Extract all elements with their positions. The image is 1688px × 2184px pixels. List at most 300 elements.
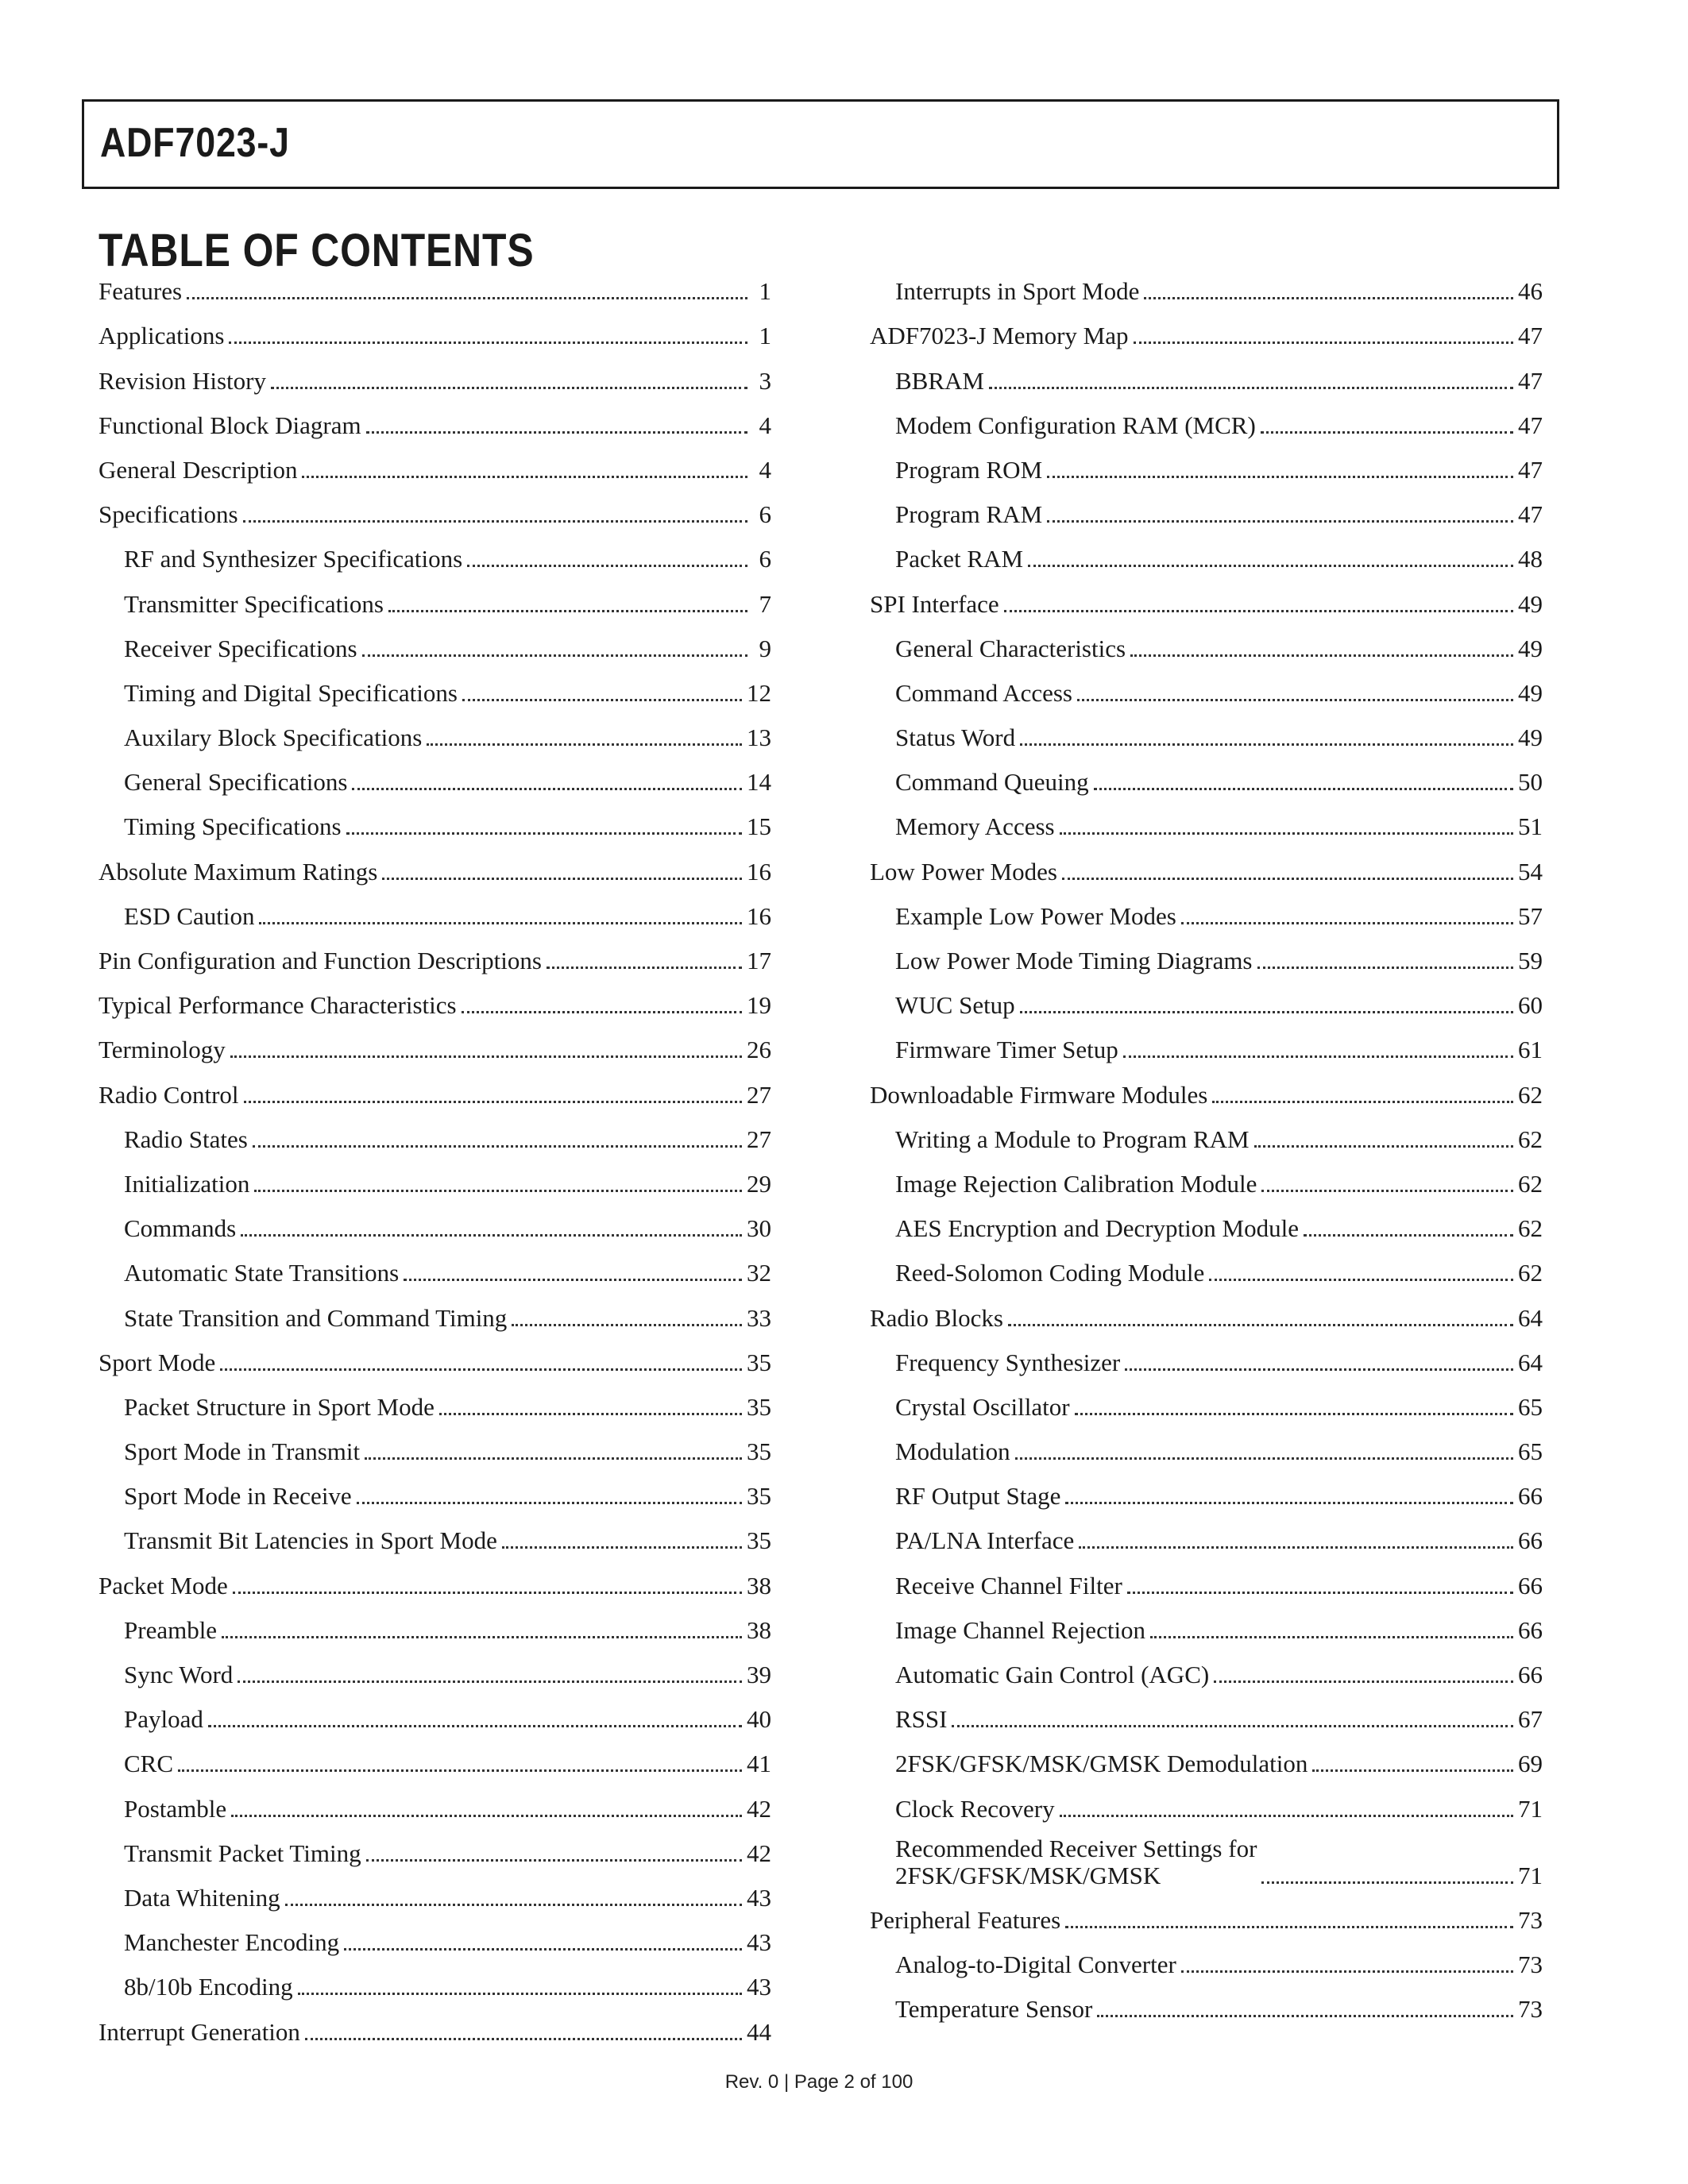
toc-entry[interactable] — [870, 1698, 1543, 1742]
toc-entry[interactable] — [98, 1430, 771, 1475]
toc-entry-label: Clock Recovery — [895, 1794, 1055, 1823]
toc-entry-label: Transmitter Specifications — [124, 589, 384, 618]
toc-entry[interactable] — [870, 1341, 1543, 1386]
toc-entry[interactable] — [870, 1296, 1543, 1341]
toc-entry-label: Sync Word — [124, 1661, 234, 1688]
toc-entry-page: 3 — [759, 366, 771, 395]
toc-entry[interactable] — [98, 1832, 771, 1877]
toc-entry-label: Sport Mode — [98, 1348, 216, 1376]
toc-entry-page: 62 — [1518, 1080, 1543, 1109]
toc-entry-label: Low Power Mode Timing Diagrams — [895, 947, 1253, 974]
dot-leader — [1065, 1926, 1513, 1928]
dot-leader — [952, 1725, 1513, 1727]
toc-entry-label: Commands — [124, 1214, 237, 1243]
part-number: ADF7023-J — [100, 120, 290, 166]
toc-entry-label: CRC — [124, 1750, 174, 1778]
toc-entry-label: Preamble — [124, 1615, 218, 1644]
toc-entry-page: 42 — [747, 1794, 771, 1823]
toc-entry[interactable] — [870, 1252, 1543, 1296]
toc-entry-page: 67 — [1518, 1705, 1543, 1734]
dot-leader — [231, 1815, 742, 1817]
dot-leader — [285, 1904, 742, 1906]
toc-entry-page: 65 — [1518, 1392, 1543, 1421]
toc-entry-label: Program RAM — [895, 500, 1043, 529]
toc-entry[interactable] — [98, 716, 771, 761]
toc-entry-label: Revision History — [98, 366, 266, 395]
toc-entry-label: Sport Mode in Receive — [124, 1482, 352, 1511]
toc-entry-page: 1 — [759, 322, 771, 350]
header-box — [82, 99, 1559, 189]
toc-entry-label: Terminology — [98, 1036, 226, 1064]
dot-leader — [1028, 565, 1513, 567]
toc-entry-label: Command Queuing — [895, 768, 1089, 797]
dot-leader — [208, 1725, 742, 1727]
toc-entry[interactable] — [98, 1519, 771, 1564]
toc-entry[interactable] — [870, 1430, 1543, 1475]
toc-entry-page: 48 — [1518, 545, 1543, 573]
toc-entry-label: RF and Synthesizer Specifications — [124, 545, 463, 573]
toc-entry[interactable] — [98, 761, 771, 805]
toc-entry-page: 62 — [1518, 1259, 1543, 1287]
dot-leader — [512, 1324, 742, 1326]
dot-leader — [230, 1055, 742, 1058]
toc-entry[interactable] — [98, 1564, 771, 1608]
toc-entry-label: Writing a Module to Program RAM — [895, 1125, 1250, 1153]
toc-entry-label: Receiver Specifications — [124, 634, 357, 662]
toc-entry[interactable] — [870, 1475, 1543, 1519]
toc-entry-page: 47 — [1518, 455, 1543, 484]
dot-leader — [1130, 654, 1513, 657]
dot-leader — [1004, 610, 1513, 612]
toc-entry-label: Command Access — [895, 678, 1072, 707]
dot-leader — [244, 1101, 742, 1103]
toc-entry-label: AES Encryption and Decryption Module — [895, 1214, 1299, 1243]
dot-leader — [547, 967, 742, 969]
dot-leader — [1020, 1011, 1513, 1013]
dot-leader — [254, 1190, 742, 1192]
toc-entry-page: 47 — [1518, 366, 1543, 395]
toc-entry-label: Packet Mode — [98, 1571, 228, 1599]
toc-entry-page: 64 — [1518, 1348, 1543, 1376]
toc-entry-page: 71 — [1518, 1861, 1543, 1889]
toc-entry-page: 35 — [747, 1392, 771, 1421]
toc-entry-label: General Specifications — [124, 768, 348, 797]
toc-entry[interactable] — [870, 1207, 1543, 1252]
toc-entry-label: Postamble — [124, 1794, 227, 1823]
dot-leader — [1125, 1368, 1513, 1371]
toc-entry-page: 49 — [1518, 723, 1543, 752]
dot-leader — [1312, 1769, 1513, 1772]
toc-entry-page: 38 — [747, 1571, 771, 1599]
toc-entry-label: Payload — [124, 1705, 203, 1734]
dot-leader — [241, 1234, 742, 1237]
toc-entry[interactable] — [98, 1341, 771, 1386]
toc-entry[interactable] — [870, 627, 1543, 672]
dot-leader — [238, 1680, 742, 1683]
toc-entry-label: Automatic Gain Control (AGC) — [895, 1661, 1210, 1688]
toc-entry-page: 54 — [1518, 857, 1543, 886]
dot-leader — [271, 387, 747, 389]
toc-entry-page: 35 — [747, 1348, 771, 1376]
toc-entry-page: 73 — [1518, 1905, 1543, 1934]
toc-left-column — [98, 270, 771, 2055]
toc-entry-label: Low Power Modes — [870, 857, 1057, 886]
toc-entry[interactable] — [870, 895, 1543, 940]
toc-entry[interactable] — [98, 493, 771, 538]
dot-leader — [1127, 1592, 1513, 1594]
toc-entry[interactable] — [98, 1698, 771, 1742]
toc-entry-page: 16 — [747, 857, 771, 886]
toc-entry[interactable] — [98, 1252, 771, 1296]
dot-leader — [1015, 1457, 1513, 1460]
toc-entry-page: 32 — [747, 1259, 771, 1287]
toc-entry-label: Manchester Encoding — [124, 1928, 340, 1957]
toc-entry[interactable] — [98, 805, 771, 850]
toc-entry-label: Packet Structure in Sport Mode — [124, 1392, 435, 1421]
toc-entry[interactable] — [98, 314, 771, 359]
dot-leader — [1079, 1546, 1513, 1549]
toc-entry[interactable] — [870, 761, 1543, 805]
toc-entry[interactable] — [98, 1966, 771, 2010]
dot-leader — [344, 1948, 742, 1951]
dot-leader — [1062, 878, 1513, 880]
toc-entry-label: Specifications — [98, 500, 238, 529]
toc-entry-label: Memory Access — [895, 812, 1055, 841]
toc-entry-label: Radio Blocks — [870, 1303, 1003, 1332]
toc-entry-page: 61 — [1518, 1036, 1543, 1064]
toc-entry-label: Initialization — [124, 1169, 250, 1198]
toc-entry[interactable] — [870, 1519, 1543, 1564]
toc-entry[interactable] — [98, 984, 771, 1028]
toc-entry-label: Pin Configuration and Function Descriptions — [98, 947, 542, 974]
toc-entry-label: Transmit Bit Latencies in Sport Mode — [124, 1526, 497, 1555]
toc-entry-page: 12 — [747, 678, 771, 707]
toc-entry-page: 38 — [747, 1615, 771, 1644]
toc-entry-label: Interrupt Generation — [98, 2017, 300, 2046]
toc-entry-page: 66 — [1518, 1661, 1543, 1688]
toc-entry-label: Transmit Packet Timing — [124, 1839, 361, 1867]
dot-leader — [1254, 1145, 1513, 1148]
toc-entry-label: General Description — [98, 455, 298, 484]
toc-entry[interactable] — [870, 270, 1543, 314]
toc-entry[interactable] — [870, 1386, 1543, 1430]
toc-entry-page: 47 — [1518, 500, 1543, 529]
toc-entry[interactable] — [870, 449, 1543, 493]
toc-entry[interactable] — [98, 449, 771, 493]
toc-entry-label: Radio Control — [98, 1080, 239, 1109]
toc-entry[interactable] — [870, 314, 1543, 359]
toc-entry[interactable] — [98, 1296, 771, 1341]
toc-entry[interactable] — [98, 404, 771, 449]
dot-leader — [305, 2038, 742, 2040]
dot-leader — [366, 431, 747, 434]
toc-entry[interactable] — [98, 1073, 771, 1117]
dot-leader — [1144, 297, 1513, 299]
toc-entry-page: 73 — [1518, 1950, 1543, 1978]
dot-leader — [1209, 1279, 1513, 1281]
toc-entry[interactable] — [98, 1163, 771, 1207]
toc-entry-page: 46 — [1518, 277, 1543, 306]
toc-entry[interactable] — [98, 1475, 771, 1519]
toc-title: TABLE OF CONTENTS — [98, 225, 535, 276]
toc-entry-page: 43 — [747, 1883, 771, 1912]
toc-entry-page: 62 — [1518, 1169, 1543, 1198]
dot-leader — [1304, 1234, 1513, 1237]
toc-entry-label: Status Word — [895, 723, 1016, 752]
toc-entry-page: 16 — [747, 901, 771, 930]
toc-entry[interactable] — [98, 1609, 771, 1653]
toc-entry[interactable] — [870, 404, 1543, 449]
dot-leader — [1212, 1101, 1513, 1103]
dot-leader — [989, 387, 1513, 389]
dot-leader — [298, 1993, 742, 1995]
dot-leader — [1150, 1636, 1513, 1638]
dot-leader — [1047, 520, 1513, 523]
toc-entry-label: Automatic State Transitions — [124, 1259, 400, 1287]
toc-entry-label: Modulation — [895, 1437, 1010, 1466]
toc-entry-label: Recommended Receiver Settings for 2FSK/GFSK/MSK/GMSK — [895, 1834, 1257, 1889]
toc-entry[interactable] — [98, 1742, 771, 1787]
toc-entry-page: 65 — [1518, 1437, 1543, 1466]
toc-entry-page: 29 — [747, 1169, 771, 1198]
toc-entry-page: 69 — [1518, 1750, 1543, 1778]
toc-entry[interactable] — [98, 672, 771, 716]
toc-entry-page: 30 — [747, 1214, 771, 1243]
toc-entry-label: Crystal Oscillator — [895, 1392, 1070, 1421]
dot-leader — [1123, 1055, 1513, 1058]
toc-entry-label: Typical Performance Characteristics — [98, 991, 457, 1020]
toc-entry[interactable] — [870, 493, 1543, 538]
toc-entry[interactable] — [870, 984, 1543, 1028]
dot-leader — [1077, 699, 1513, 701]
toc-entry-label: ESD Caution — [124, 901, 255, 930]
toc-entry[interactable] — [870, 1609, 1543, 1653]
dot-leader — [1134, 341, 1514, 344]
toc-entry-page: 41 — [747, 1750, 771, 1778]
toc-entry-label: Timing Specifications — [124, 812, 342, 841]
toc-entry-label: Sport Mode in Transmit — [124, 1437, 361, 1466]
toc-entry[interactable] — [870, 582, 1543, 627]
toc-entry-label: Data Whitening — [124, 1883, 280, 1912]
toc-entry-page: 50 — [1518, 768, 1543, 797]
toc-entry-label: Image Rejection Calibration Module — [895, 1169, 1257, 1198]
toc-entry[interactable] — [870, 1943, 1543, 1988]
toc-entry-page: 9 — [759, 634, 771, 662]
toc-entry-page: 66 — [1518, 1526, 1543, 1555]
dot-leader — [352, 788, 742, 790]
dot-leader — [1181, 922, 1513, 924]
toc-entry-page: 7 — [759, 589, 771, 618]
toc-entry[interactable] — [870, 1653, 1543, 1698]
toc-entry-page: 59 — [1518, 947, 1543, 974]
toc-entry[interactable] — [870, 672, 1543, 716]
dot-leader — [346, 832, 742, 835]
toc-entry-page: 57 — [1518, 901, 1543, 930]
toc-entry[interactable] — [98, 1386, 771, 1430]
toc-entry[interactable] — [98, 1921, 771, 1966]
toc-entry-page: 64 — [1518, 1303, 1543, 1332]
toc-entry-label: Receive Channel Filter — [895, 1571, 1122, 1599]
toc-entry-label: 2FSK/GFSK/MSK/GMSK Demodulation — [895, 1750, 1308, 1778]
toc-entry[interactable] — [870, 1118, 1543, 1163]
toc-entry-page: 26 — [747, 1036, 771, 1064]
dot-leader — [229, 341, 747, 344]
dot-leader — [220, 1368, 742, 1371]
toc-entry-page: 44 — [747, 2017, 771, 2046]
toc-entry-label: Temperature Sensor — [895, 1995, 1093, 2024]
toc-entry[interactable] — [98, 270, 771, 314]
dot-leader — [259, 922, 742, 924]
dot-leader — [1008, 1324, 1513, 1326]
toc-entry-page: 17 — [747, 947, 771, 974]
toc-entry-label: ADF7023-J Memory Map — [870, 322, 1129, 350]
toc-entry-page: 49 — [1518, 678, 1543, 707]
dot-leader — [1257, 967, 1514, 969]
toc-entry-label: Firmware Timer Setup — [895, 1036, 1118, 1064]
dot-leader — [366, 1859, 742, 1862]
toc-entry-page: 49 — [1518, 634, 1543, 662]
toc-entry[interactable] — [98, 1877, 771, 1921]
toc-entry[interactable] — [98, 538, 771, 582]
dot-leader — [362, 654, 747, 657]
dot-leader — [1060, 832, 1513, 835]
toc-entry[interactable] — [98, 359, 771, 403]
toc-entry[interactable] — [870, 1988, 1543, 2032]
toc-entry-label: Program ROM — [895, 455, 1043, 484]
toc-entry-label: State Transition and Command Timing — [124, 1303, 508, 1332]
toc-entry-page: 4 — [759, 455, 771, 484]
toc-entry-page: 14 — [747, 768, 771, 797]
dot-leader — [1060, 1815, 1513, 1817]
toc-entry-label: Example Low Power Modes — [895, 901, 1176, 930]
toc-entry-page: 66 — [1518, 1571, 1543, 1599]
toc-entry-page: 35 — [747, 1526, 771, 1555]
toc-entry-label: Functional Block Diagram — [98, 411, 361, 439]
toc-entry[interactable] — [98, 940, 771, 984]
toc-entry-label: Analog-to-Digital Converter — [895, 1950, 1176, 1978]
toc-entry[interactable] — [870, 940, 1543, 984]
toc-entry[interactable] — [870, 1787, 1543, 1831]
dot-leader — [357, 1502, 742, 1504]
toc-entry[interactable] — [98, 2010, 771, 2055]
page-footer: Rev. 0 | Page 2 of 100 — [724, 2071, 914, 2093]
toc-entry-page: 51 — [1518, 812, 1543, 841]
toc-entry-label: RSSI — [895, 1705, 948, 1734]
dot-leader — [253, 1145, 742, 1148]
toc-entry[interactable] — [870, 538, 1543, 582]
toc-entry[interactable] — [98, 1787, 771, 1831]
toc-entry-page: 43 — [747, 1973, 771, 2001]
toc-entry[interactable] — [98, 850, 771, 894]
dot-leader — [1075, 1413, 1513, 1415]
toc-entry-page: 13 — [747, 723, 771, 752]
toc-entry[interactable] — [98, 582, 771, 627]
toc-entry-page: 1 — [759, 277, 771, 306]
toc-entry-page: 6 — [759, 545, 771, 573]
toc-entry-page: 49 — [1518, 589, 1543, 618]
toc-entry-label: BBRAM — [895, 366, 984, 395]
toc-entry-page: 35 — [747, 1437, 771, 1466]
toc-entry-page: 39 — [747, 1661, 771, 1688]
toc-entry[interactable] — [870, 1163, 1543, 1207]
toc-entry-page: 42 — [747, 1839, 771, 1867]
toc-entry-page: 19 — [747, 991, 771, 1020]
toc-entry-page: 43 — [747, 1928, 771, 1957]
toc-entry[interactable] — [870, 1564, 1543, 1608]
toc-entry-page: 47 — [1518, 322, 1543, 350]
toc-entry[interactable] — [870, 1073, 1543, 1117]
toc-entry[interactable] — [98, 627, 771, 672]
toc-entry[interactable] — [870, 1899, 1543, 1943]
toc-entry-label: Auxilary Block Specifications — [124, 723, 423, 752]
toc-entry[interactable] — [98, 1207, 771, 1252]
toc-entry-page: 33 — [747, 1303, 771, 1332]
toc-entry-page: 71 — [1518, 1794, 1543, 1823]
dot-leader — [1094, 788, 1513, 790]
toc-entry-label: Downloadable Firmware Modules — [870, 1080, 1208, 1109]
toc-entry-label: RF Output Stage — [895, 1482, 1061, 1511]
toc-entry-page: 47 — [1518, 411, 1543, 439]
toc-entry-page: 66 — [1518, 1615, 1543, 1644]
toc-entry[interactable] — [870, 850, 1543, 894]
toc-entry-label: Radio States — [124, 1125, 248, 1153]
toc-entry-page: 27 — [747, 1125, 771, 1153]
toc-entry[interactable] — [870, 805, 1543, 850]
toc-entry-label: WUC Setup — [895, 991, 1015, 1020]
toc-entry-page: 4 — [759, 411, 771, 439]
toc-entry-label: SPI Interface — [870, 589, 999, 618]
toc-entry-page: 62 — [1518, 1125, 1543, 1153]
toc-entry[interactable] — [870, 716, 1543, 761]
dot-leader — [243, 520, 747, 523]
dot-leader — [439, 1413, 742, 1415]
toc-entry[interactable] — [98, 1653, 771, 1698]
dot-leader — [1261, 431, 1513, 434]
toc-entry-label: General Characteristics — [895, 634, 1126, 662]
dot-leader — [1097, 2015, 1513, 2017]
toc-entry-label: Image Channel Rejection — [895, 1615, 1146, 1644]
toc-entry-label: Applications — [98, 322, 225, 350]
toc-entry[interactable] — [870, 1742, 1543, 1787]
toc-entry[interactable] — [98, 1118, 771, 1163]
dot-leader — [1181, 1970, 1513, 1973]
dot-leader — [187, 297, 747, 299]
toc-entry[interactable] — [98, 1028, 771, 1073]
toc-entry-page: 15 — [747, 812, 771, 841]
toc-entry[interactable] — [870, 359, 1543, 403]
toc-entry-label: Timing and Digital Specifications — [124, 678, 458, 707]
toc-entry[interactable] — [98, 895, 771, 940]
toc-entry-page: 66 — [1518, 1482, 1543, 1511]
dot-leader — [1214, 1680, 1513, 1683]
dot-leader — [1261, 1881, 1513, 1884]
toc-entry[interactable] — [870, 1028, 1543, 1073]
toc-entry-label: Frequency Synthesizer — [895, 1348, 1121, 1376]
dot-leader — [388, 610, 747, 612]
toc-entry-label: 8b/10b Encoding — [124, 1973, 293, 2001]
dot-leader — [178, 1769, 742, 1772]
toc-entry-label: Peripheral Features — [870, 1905, 1061, 1934]
dot-leader — [382, 878, 742, 880]
toc-entry-page: 6 — [759, 500, 771, 529]
dot-leader — [233, 1592, 742, 1594]
toc-entry[interactable] — [870, 1832, 1543, 1899]
toc-entry-label: Interrupts in Sport Mode — [895, 277, 1140, 306]
toc-entry-label: Packet RAM — [895, 545, 1024, 573]
toc-entry-label: Features — [98, 277, 183, 306]
toc-entry-label: PA/LNA Interface — [895, 1526, 1075, 1555]
toc-entry-label: Modem Configuration RAM (MCR) — [895, 411, 1256, 439]
